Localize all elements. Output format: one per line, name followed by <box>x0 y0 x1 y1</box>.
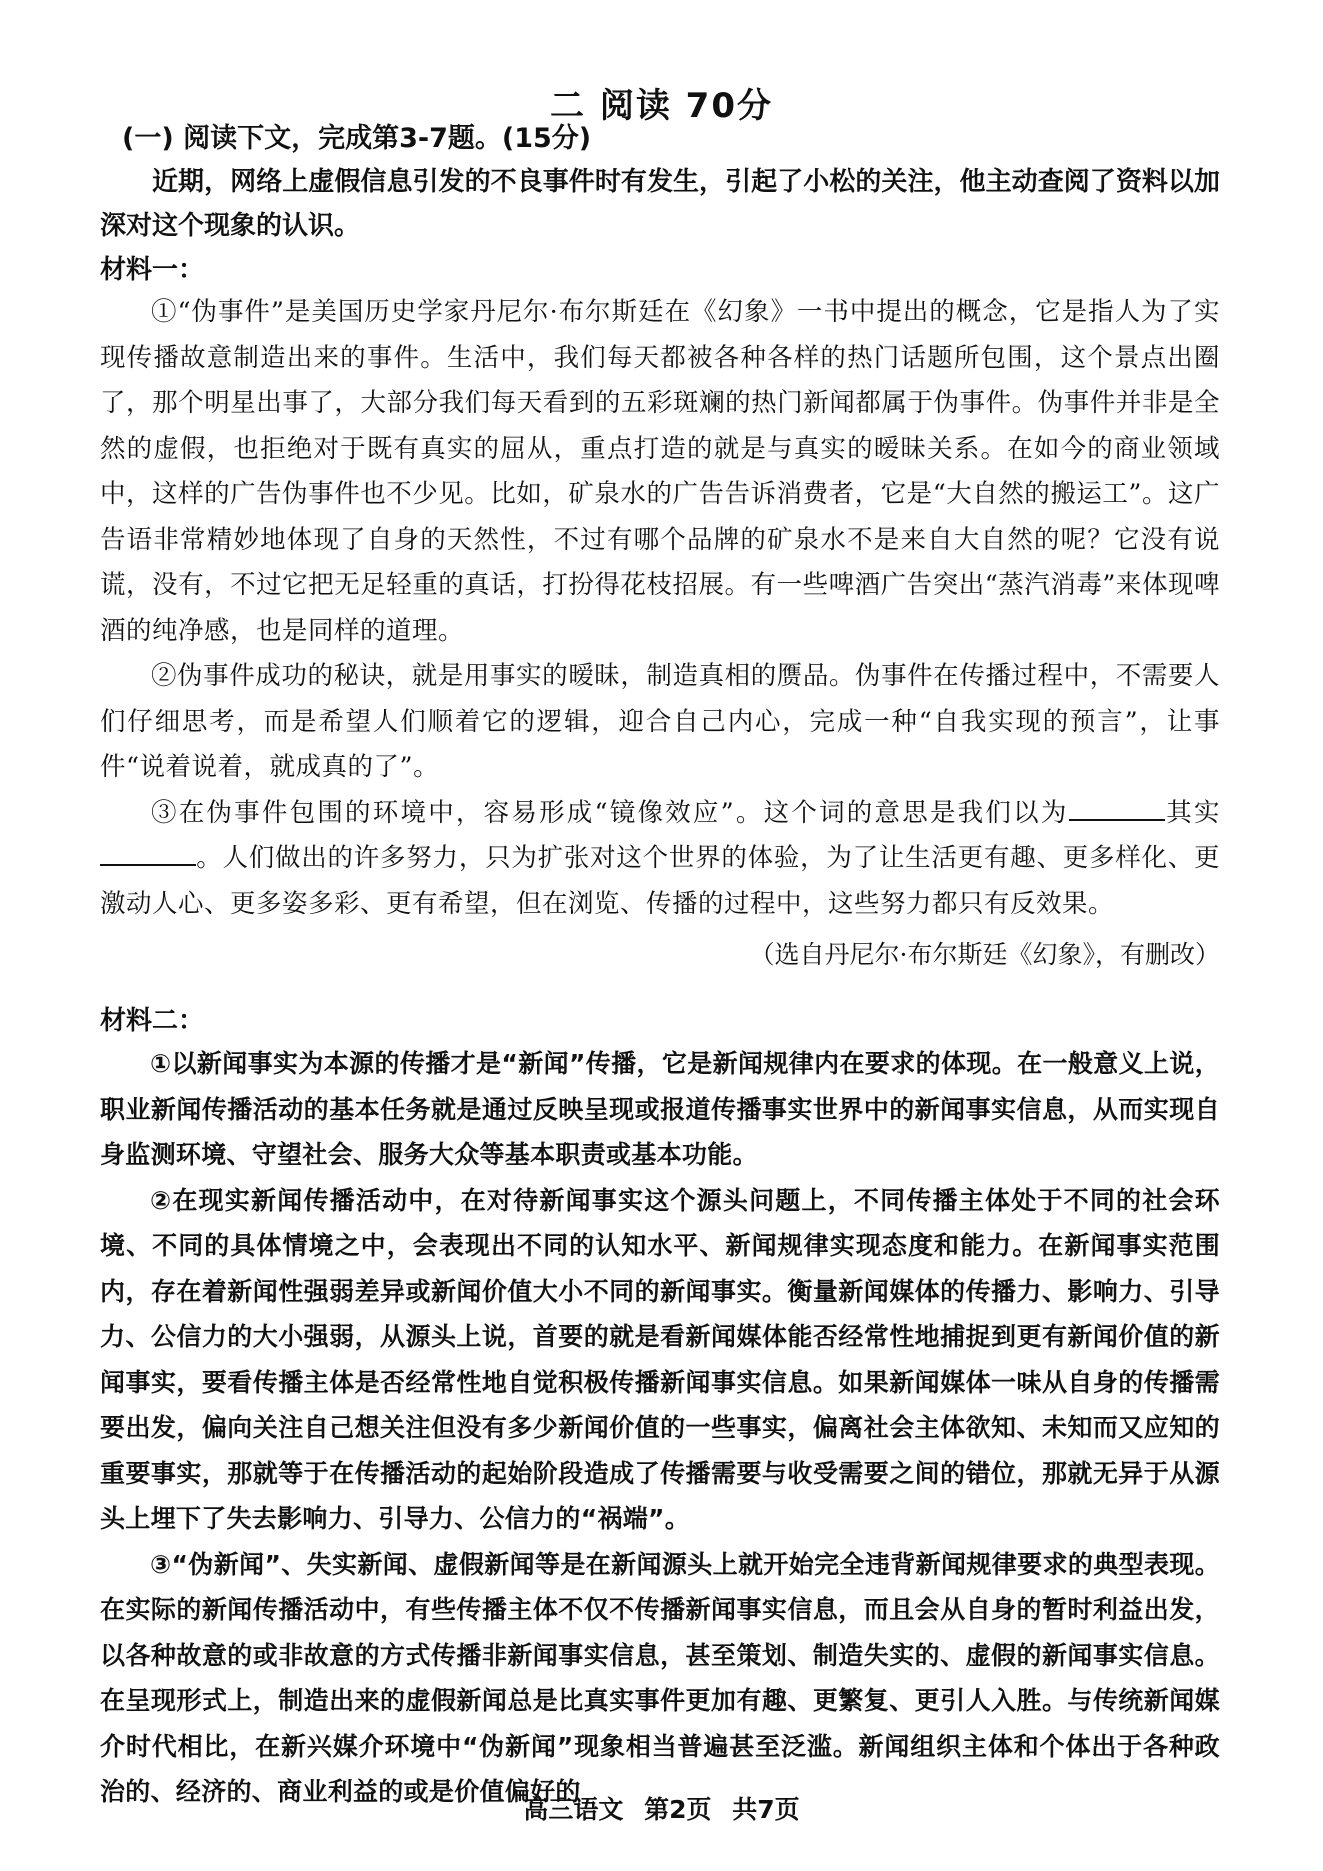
p3-text-a: ③在伪事件包围的环境中，容易形成“镜像效应”。这个词的意思是我们以为 <box>151 797 1069 828</box>
answer-blank-2 <box>100 842 196 866</box>
footer-page-number: 第2页 <box>644 1795 712 1824</box>
material2-paragraph-2: ②在现实新闻传播活动中，在对待新闻事实这个源头问题上，不同传播主体处于不同的社会环境、不同的具体情境之中，会表现出不同的认知水平、新闻规律实现态度和能力。在新闻事实范围内，存在着新闻性强弱差异或新闻价值大小不同的新闻事实。衡量新闻媒体的传播力、影响力、引导力、公信力的大小强弱，从源头上说，首要的就是看新闻媒体能否经常性地捕捉到更有新闻价值的新闻事实，要看传播主体是否经常性地自觉积极传播新闻事实信息。如果新闻媒体一味从自身的传播需要出发，偏向关注自己想关注但没有多少新闻价值的一些事实，偏离社会主体欲知、未知而又应知的重要事实，那就等于在传播活动的起始阶段造成了传播需要与收受需要之间的错位，那就无异于从源头上埋下了失去影响力、引导力、公信力的“祸端”。 <box>100 1185 1220 1533</box>
footer-total-pages: 共7页 <box>732 1795 800 1824</box>
material2-paragraph-3: ③“伪新闻”、失实新闻、虚假新闻等是在新闻源头上就开始完全违背新闻规律要求的典型表现。在实际的新闻传播活动中，有些传播主体不仅不传播新闻事实信息，而且会从自身的暂时利益出发，以各种故意的或非故意的方式传播非新闻事实信息，甚至策划、制造失实的、虚假的新闻事实信息。在呈现形式上，制造出来的虚假新闻总是比真实事件更加有趣、更繁复、更引人入胜。与传统新闻媒介时代相比，在新兴媒介环境中“伪新闻”现象相当普遍甚至泛滥。新闻组织主体和个体出于各种政治的、经济的、商业利益的或是价值偏好的 <box>100 1549 1220 1806</box>
page-footer <box>0 1790 1323 1826</box>
p3-text-b: 其实 <box>1164 797 1220 828</box>
material2-paragraph-1: ①以新闻事实为本源的传播才是“新闻”传播，它是新闻规律内在要求的体现。在一般意义上说，职业新闻传播活动的基本任务就是通过反映呈现或报道传播事实世界中的新闻事实信息，从而实现自身监测环境、守望社会、服务大众等基本职责或基本功能。 <box>100 1049 1220 1169</box>
reading-content <box>100 120 1220 1815</box>
material2-label: 材料二： <box>100 1006 205 1036</box>
part-heading: (一) 阅读下文，完成第3-7题。(15分) <box>122 123 592 154</box>
material1-paragraph-2: ②伪事件成功的秘诀，就是用事实的暧昧，制造真相的赝品。伪事件在传播过程中，不需要人们仔细思考，而是希望人们顺着它的逻辑，迎合自己内心，完成一种“自我实现的预言”，让事件“说着说着，就成真的了”。 <box>100 661 1220 782</box>
material1-source: （选自丹尼尔·布尔斯廷《幻象》，有删改） <box>749 940 1220 969</box>
material1-paragraph-1: ①“伪事件”是美国历史学家丹尼尔·布尔斯廷在《幻象》一书中提出的概念，它是指人为了实现传播故意制造出来的事件。生活中，我们每天都被各种各样的热门话题所包围，这个景点出圈了，那个明星出事了，大部分我们每天看到的五彩斑斓的热门新闻都属于伪事件。伪事件并非是全然的虚假，也拒绝对于既有真实的屈从，重点打造的就是与真实的暧昧关系。在如今的商业领域中，这样的广告伪事件也不少见。比如，矿泉水的广告告诉消费者，它是“大自然的搬运工”。这广告语非常精妙地体现了自身的天然性，不过有哪个品牌的矿泉水不是来自大自然的呢？它没有说谎，没有，不过它把无足轻重的真话，打扮得花枝招展。有一些啤酒广告突出“蒸汽消毒”来体现啤酒的纯净感，也是同样的道理。 <box>100 297 1220 646</box>
section-title: 二 阅读 70分 <box>550 86 773 126</box>
material1-paragraph-3 <box>100 791 1220 928</box>
material1-label: 材料一： <box>100 255 205 285</box>
p3-text-c: 。人们做出的许多努力，只为扩张对这个世界的体验，为了让生活更有趣、更多样化、更激动人心、更多姿多彩、更有希望，但在浏览、传播的过程中，这些努力都只有反效果。 <box>100 843 1220 919</box>
intro-paragraph: 近期，网络上虚假信息引发的不良事件时有发生，引起了小松的关注，他主动查阅了资料以加深对这个现象的认识。 <box>100 167 1220 241</box>
footer-subject: 高三语文 <box>523 1795 624 1824</box>
answer-blank-1 <box>1069 797 1165 821</box>
